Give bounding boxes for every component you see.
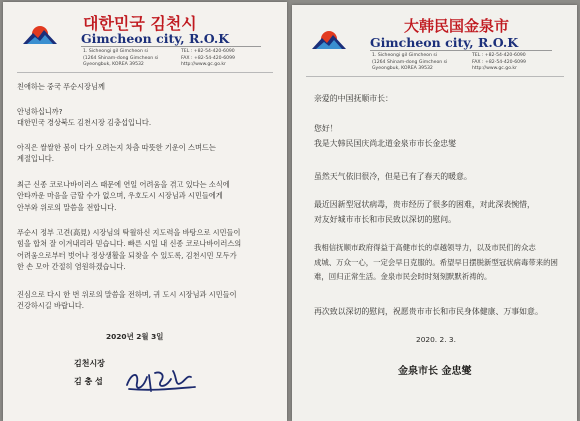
text-line: 최근 신종 코로나바이러스 때문에 연일 어려움을 겪고 있다는 소식에: [17, 180, 230, 189]
text-line: 안부와 위로의 말씀을 전합니다.: [17, 202, 117, 212]
paragraph-2: [314, 198, 535, 227]
text-line: 진심으로 다시 한 번 위로의 말씀을 전하며, 귀 도시 시장님과 시민들이: [17, 290, 237, 299]
signer-title: 김천시장: [74, 359, 105, 368]
tel-number: TEL : +82-54-420-6090: [181, 49, 235, 54]
chinese-letter: [292, 5, 577, 421]
contact-block: [181, 49, 235, 69]
address-line: (1264 Shinam-dong Gimcheon si: [372, 59, 448, 65]
letterhead-title: 대한민국 김천시: [83, 14, 197, 33]
letter-date: 2020. 2. 3.: [416, 335, 456, 344]
website: http://www.gc.go.kr: [181, 62, 226, 67]
text-line: 我是大韩民国庆尚北道金泉市市长金忠燮: [314, 138, 457, 148]
paragraph-2: [17, 179, 230, 213]
text-line: 푸순시 정부 고견(高見) 시장님의 탁월하신 지도력을 바탕으로 시민들이: [17, 228, 241, 237]
text-line: 我相信抚顺市政府得益于高健市长的卓越领导力，以及市民们的众志: [314, 243, 536, 252]
text-line: 您好！: [314, 124, 338, 133]
paragraph-4: 再次致以深切的慰问，祝愿贵市市长和市民身体健康、万事如意。: [314, 307, 543, 316]
header-divider: [81, 46, 261, 47]
letterhead-title: 大韩民国金泉市: [404, 17, 510, 35]
paragraph-3: [314, 241, 558, 285]
text-line: 아직은 쌀쌀한 봄이 다가 오려는지 차츰 따뜻한 기운이 스며드는: [17, 143, 216, 152]
text-line: 건강하시길 바랍니다.: [17, 301, 85, 311]
text-line: 안타까운 마음을 금할 수가 없으며, 우호도시 시장님과 시민들에게: [17, 191, 223, 201]
text-line: 한 손 모아 간절히 염원하겠습니다.: [17, 262, 126, 272]
handwritten-signature: [121, 365, 199, 395]
text-line: 难，回归正常生活。金泉市民会时时刻刻默默祈祷的。: [314, 272, 492, 281]
salutation: 친애하는 중국 푸순시장님께: [17, 82, 105, 91]
paragraph-1: [17, 142, 216, 165]
address-line: 1. Sicheongi gil Gimcheon si: [372, 53, 438, 58]
text-line: 对友好城市市长和市民致以深切的慰问。: [314, 214, 457, 224]
gimcheon-logo-icon: [23, 22, 57, 48]
address-line: 1. Sicheongi gil Gimcheon si: [83, 49, 149, 54]
header-bottom-rule: [306, 76, 564, 77]
address-line: Gyeongbuk, KOREA 39532: [83, 62, 144, 67]
salutation: 亲爱的中国抚顺市长：: [314, 94, 393, 103]
address-line: Gyeongbuk, KOREA 39532: [372, 66, 433, 71]
signer-name: 김 충 섭: [74, 377, 103, 386]
greeting: [17, 106, 151, 129]
tel-number: TEL : +82-54-420-6090: [472, 53, 526, 58]
greeting: [314, 122, 456, 151]
address-line: (1264 Shinam-dong Gimcheon si: [83, 55, 159, 61]
paragraph-1: 虽然天气依旧很冷，但是已有了春天的暖意。: [314, 172, 472, 181]
gimcheon-logo-icon: [312, 27, 346, 53]
text-line: 계절입니다.: [17, 154, 55, 164]
fax-number: FAX : +82-54-420-6099: [472, 59, 526, 65]
contact-block: [472, 53, 526, 73]
paragraph-4: [17, 289, 237, 312]
fax-number: FAX : +82-54-420-6099: [181, 55, 235, 61]
signer-name: 金泉市长 金忠燮: [398, 366, 472, 377]
paragraph-3: [17, 227, 241, 273]
text-line: 成城、万众一心，一定会早日克服的。希望早日摆脱新型冠状病毒带来的困: [314, 257, 558, 267]
korean-letter: [3, 2, 287, 421]
letter-date: 2020년 2월 3일: [106, 332, 164, 341]
letterhead-city-en: Gimcheon city, R.O.K: [81, 31, 230, 46]
address-block: [83, 49, 158, 69]
website: http://www.gc.go.kr: [472, 66, 517, 71]
text-line: 最近因新型冠状病毒，贵市经历了很多的困难，对此深表惋惜，: [314, 200, 535, 209]
header-bottom-rule: [17, 72, 273, 73]
text-line: 어려움으로부터 벗어나 정상생활을 되찾을 수 있도록, 김천시민 모두가: [17, 250, 237, 260]
text-line: 힘을 합쳐 잘 이겨내리라 믿습니다. 빠른 시일 내 신종 코로나바이러스의: [17, 239, 242, 249]
text-line: 안녕하십니까?: [17, 107, 63, 116]
header-divider: [370, 50, 552, 51]
text-line: 대한민국 경상북도 김천시장 김충섭입니다.: [17, 118, 152, 128]
letterhead-city-en: Gimcheon city, R.O.K: [370, 35, 519, 50]
address-block: [372, 53, 447, 73]
